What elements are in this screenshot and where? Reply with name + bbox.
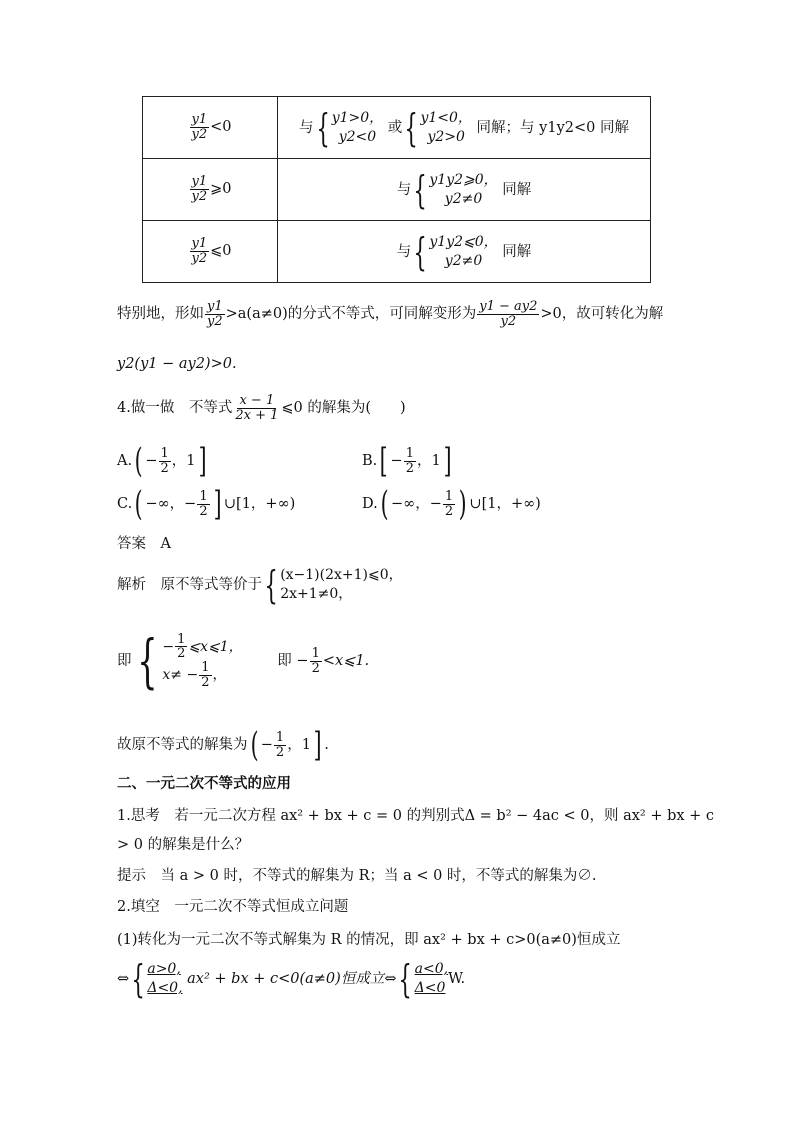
- bracket-icon: (: [250, 725, 259, 765]
- table-cell-left: $\frac{y1}{y2}$ <0: [143, 97, 278, 159]
- inequality-system: $\frac{a>0,}{\Delta<0,}$: [147, 961, 183, 996]
- brace-icon: {: [398, 957, 413, 1001]
- special-note-line2: y2(y1 − ay2)>0.: [117, 356, 237, 372]
- option-b[interactable]: B.[ − $\frac{1}{2}$ ，1]: [362, 441, 452, 481]
- fraction: $\frac{y1}{y2}$: [191, 236, 208, 266]
- bracket-icon: ]: [443, 441, 452, 481]
- inequality-system: y1y2⩾0， y2≠0: [429, 171, 498, 207]
- fraction: $\frac{1}{2}$: [160, 445, 169, 476]
- analysis: 解析 原不等式等价于{ (x−1)(2x+1)⩽0， 2x+1≠0，: [117, 563, 403, 607]
- inequality-system: y1y2⩽0， y2≠0: [429, 233, 498, 269]
- answer: 答案 A: [117, 536, 171, 552]
- think-line1: 1.思考 若一元二次方程 ax² + bx + c = 0 的判别式Δ = b² − 4ac < 0，则 ax² + bx + c: [117, 808, 715, 824]
- table-cell-right: 与{ y1y2⩾0， y2≠0 同解: [278, 159, 651, 221]
- brace-icon: {: [131, 957, 145, 1001]
- table-cell-right: 与{ y1>0， y2<0 或{ y1<0， y2>0 同解；与 y1y2<0 同解: [278, 97, 651, 159]
- fraction: $\frac{1}{2}$: [275, 729, 285, 760]
- table-cell-left: $\frac{y1}{y2}$ ⩾0: [143, 159, 278, 221]
- bracket-icon: ]: [198, 441, 207, 481]
- brace-icon: {: [413, 167, 427, 212]
- hint: 提示 当 a > 0 时，不等式的解集为 R；当 a < 0 时，不等式的解集为∅.: [117, 868, 597, 884]
- think-line2: > 0 的解集是什么？: [117, 837, 250, 853]
- table-row: [143, 97, 651, 159]
- brace-icon: {: [136, 627, 158, 695]
- brace-icon: {: [413, 229, 427, 274]
- table-cell-right: 与{ y1y2⩽0， y2≠0 同解: [278, 221, 651, 283]
- special-note-line1: 特别地，形如 $\frac{y1}{y2}$ >a(a≠0)的分式不等式，可同解变形为 $\frac{y1 - ay2}{y2}$ >0，故可转化为解: [117, 299, 664, 329]
- fraction: $\frac{1}{2}$: [201, 660, 210, 690]
- fill-title: 2.填空 一元二次不等式恒成立问题: [117, 899, 349, 915]
- fraction: $\frac{1}{2}$: [177, 631, 186, 662]
- inequality-system: (x−1)(2x+1)⩽0， 2x+1≠0，: [280, 567, 403, 602]
- fraction: $\frac{1}{2}$: [199, 488, 208, 519]
- fill-line2: ⇔{ $\frac{a>0,}{\Delta<0,}$ ax² + bx + c<0(a≠0)恒成立⇔{ $\frac{a<0,}{\Delta<0}$ W.: [117, 957, 466, 1001]
- fraction: $\frac{1}{2}$: [405, 445, 414, 476]
- inequality-system: y1>0， y2<0: [331, 109, 384, 145]
- fraction: $\frac{x - 1}{2x + 1}$: [235, 393, 279, 423]
- inequality-system: y1<0， y2>0: [420, 109, 472, 145]
- fraction: $\frac{y1 - ay2}{y2}$: [479, 299, 538, 329]
- analysis-ji: 即{ − $\frac{1}{2}$ ⩽x⩽1， x≠ − $\frac{1}{2}$ ， 即 − $\frac{1}{2}$ <x⩽1.: [117, 627, 370, 695]
- bracket-icon: ]: [313, 725, 322, 765]
- inequality-system: $\frac{a<0,}{\Delta<0}$: [414, 961, 449, 996]
- brace-icon: {: [315, 105, 330, 150]
- bracket-icon: (: [134, 484, 143, 524]
- option-c[interactable]: C.( −∞，− $\frac{1}{2}$ ] ∪[1，+∞): [117, 484, 296, 524]
- question-4: 4.做一做 不等式 $\frac{x - 1}{2x + 1}$ ⩽0 的解集为( ): [117, 393, 406, 423]
- inequality-system: − $\frac{1}{2}$ ⩽x⩽1， x≠ − $\frac{1}{2}$ ，: [162, 631, 243, 690]
- brace-icon: {: [264, 563, 278, 607]
- bracket-icon: ]: [213, 484, 222, 524]
- conclusion: 故原不等式的解集为( − $\frac{1}{2}$ ，1] .: [117, 725, 329, 765]
- fill-line1: (1)转化为一元二次不等式解集为 R 的情况，即 ax² + bx + c>0(a≠0)恒成立: [117, 932, 621, 948]
- option-d[interactable]: D.( −∞，− $\frac{1}{2}$ ) ∪[1，+∞): [362, 484, 541, 524]
- option-a[interactable]: A.( − $\frac{1}{2}$ ，1]: [117, 441, 207, 481]
- bracket-icon: (: [380, 484, 389, 524]
- table-row: [143, 221, 651, 283]
- table-cell-left: $\frac{y1}{y2}$ ⩽0: [143, 221, 278, 283]
- table-row: [143, 159, 651, 221]
- condition-table: [142, 96, 651, 283]
- fraction: $\frac{y1}{y2}$: [191, 174, 208, 204]
- fraction: $\frac{y1}{y2}$: [207, 299, 223, 329]
- fraction: $\frac{1}{2}$: [444, 488, 454, 519]
- bracket-icon: (: [134, 441, 143, 481]
- bracket-icon: [: [379, 441, 388, 481]
- fraction: $\frac{y1}{y2}$: [191, 112, 208, 142]
- brace-icon: {: [404, 105, 419, 150]
- fraction: $\frac{1}{2}$: [311, 645, 320, 676]
- section-title: 二、一元二次不等式的应用: [117, 775, 291, 792]
- bracket-icon: ): [458, 484, 467, 524]
